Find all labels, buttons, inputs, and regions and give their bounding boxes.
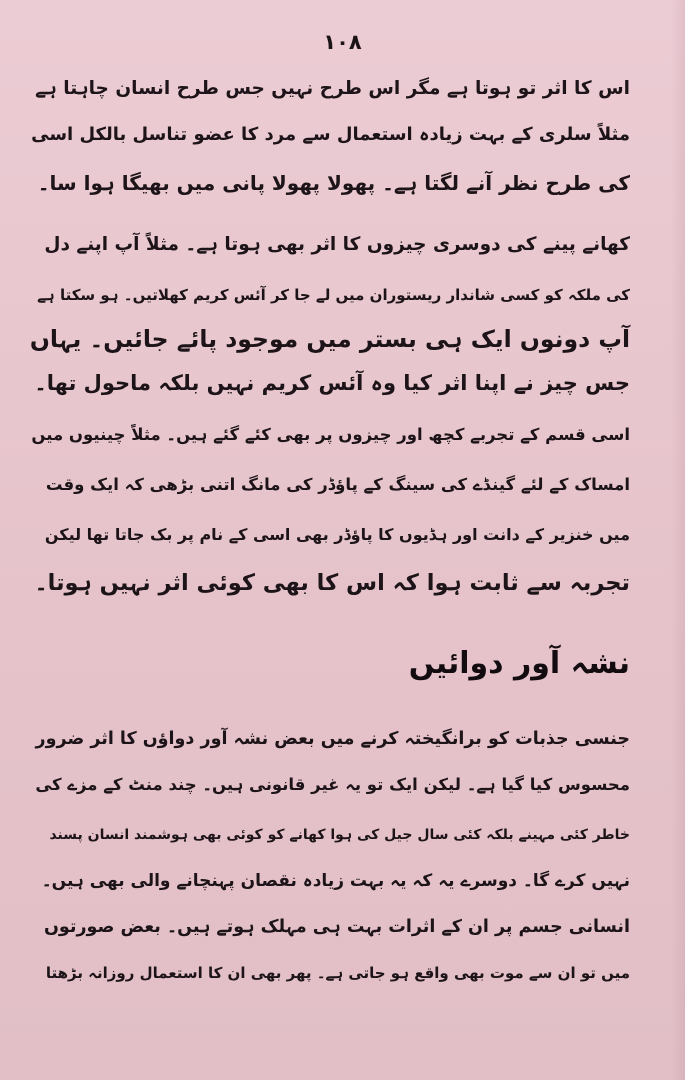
text-line-15: نہیں کرے گا۔ دوسرے یہ کہ یہ بہت زیادہ نقصان پہنچانے والی بھی ہیں۔ [41,871,630,891]
page-number: ۱۰۸ [323,30,362,54]
text-line-7: جس چیز نے اپنا اثر کیا وہ آئس کریم نہیں بلکہ ماحول تھا۔ [34,371,630,395]
text-line-16: انسانی جسم پر ان کے اثرات بہت ہی مہلک ہوتے ہیں۔ بعض صورتوں [43,917,630,937]
text-line-13: محسوس کیا گیا ہے۔ لیکن ایک تو یہ غیر قانونی ہیں۔ چند منٹ کے مزے کی [35,775,630,794]
text-line-8: اسی قسم کے تجربے کچھ اور چیزوں پر بھی کئے گئے ہیں۔ مثلاً چینیوں میں [31,425,630,444]
text-line-3: کی طرح نظر آنے لگتا ہے۔ پھولا پھولا پانی میں بھیگا ہوا سا۔ [37,171,630,195]
text-line-1: اس کا اثر تو ہوتا ہے مگر اس طرح نہیں جس طرح انسان چاہتا ہے [35,78,630,99]
text-line-5: کی ملکہ کو کسی شاندار ریستوران میں لے جا کر آئس کریم کھلاتیں۔ ہو سکتا ہے [37,286,630,304]
text-line-4: کھانے پینے کی دوسری چیزوں کا اثر بھی ہوتا ہے۔ مثلاً آپ اپنے دل [44,234,630,255]
text-line-6: آپ دونوں ایک ہی بستر میں موجود پائے جائیں۔ یہاں [29,325,630,353]
text-line-14: خاطر کئی مہینے بلکہ کئی سال جیل کی ہوا کھانے کو کوئی بھی ہوشمند انسان پسند [49,827,630,843]
text-line-11: تجربہ سے ثابت ہوا کہ اس کا بھی کوئی اثر نہیں ہوتا۔ [34,570,630,596]
text-line-12: جنسی جذبات کو برانگیختہ کرنے میں بعض نشہ آور دواؤں کا اثر ضرور [35,729,630,749]
text-line-10: میں خنزیر کے دانت اور ہڈیوں کا پاؤڈر بھی اسی کے نام پر بک جاتا تھا لیکن [44,525,630,544]
text-line-2: مثلاً سلری کے بہت زیادہ استعمال سے مرد کا عضو تناسل بالکل اسی [31,124,630,145]
page-edge-shadow [671,0,685,1080]
text-line-9: امساک کے لئے گینڈے کی سینگ کے پاؤڈر کی مانگ اتنی بڑھی کہ ایک وقت [45,475,630,494]
section-heading: نشہ آور دوائیں [408,646,630,681]
text-line-17: میں تو ان سے موت بھی واقع ہو جاتی ہے۔ پھر بھی ان کا استعمال روزانہ بڑھتا [45,964,630,982]
